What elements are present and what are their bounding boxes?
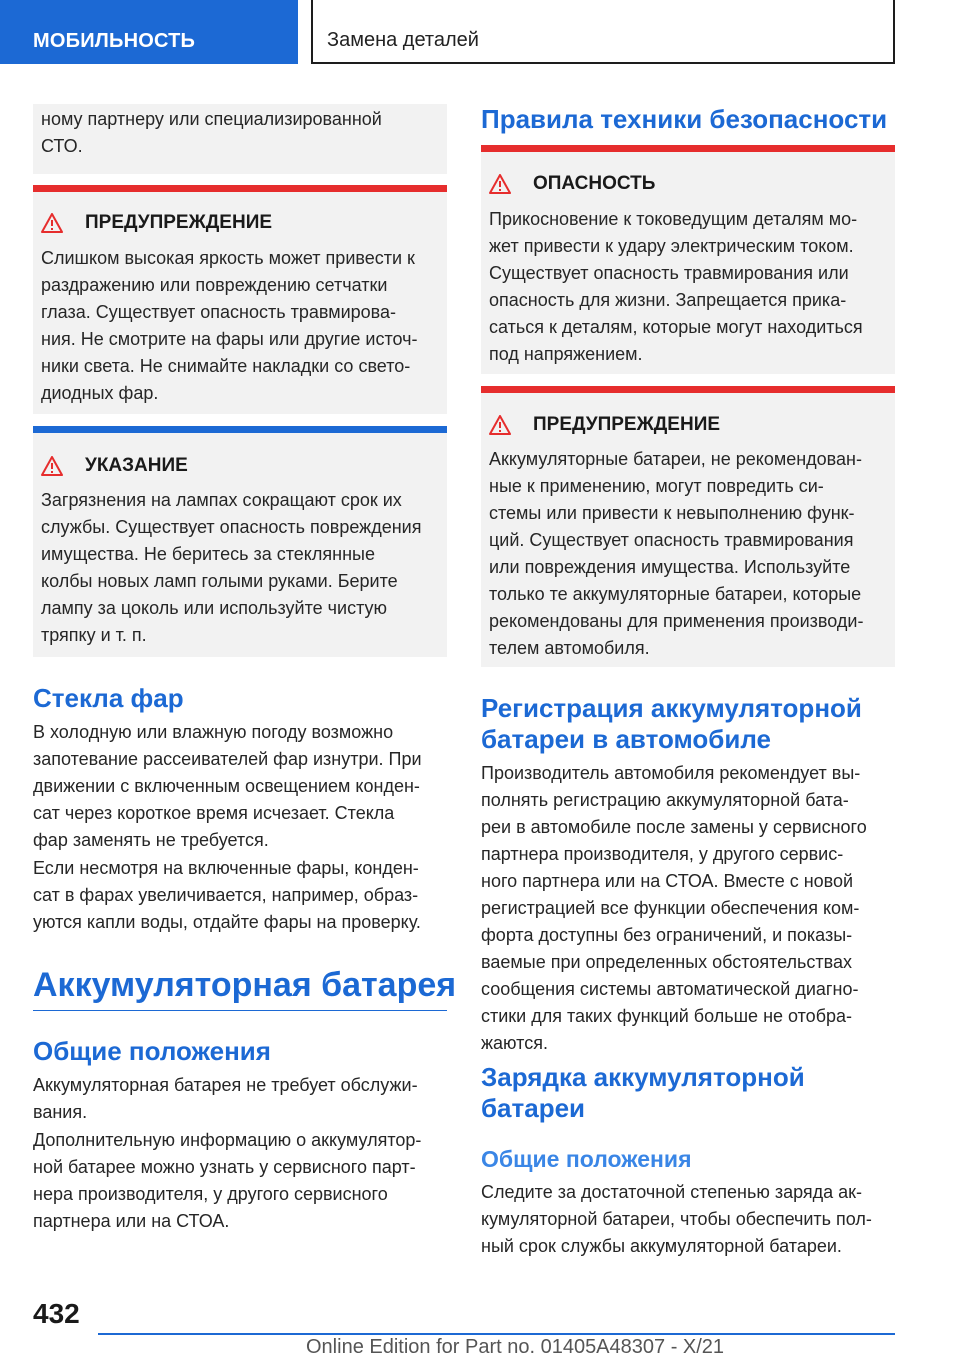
battery-title-rule [33,1010,447,1011]
section-title: МОБИЛЬНОСТЬ [33,30,196,52]
notice-bar [33,426,447,433]
battery-warning-bar [481,386,895,393]
danger-text: Прикосновение к токоведущим деталям мо- жет привести к удару электрическим током. Существует опасность травмирования или опасность для жизни. Запрещается прика- саться к деталям, которые могут находиться под напряжением. [489,209,863,364]
section-tab [0,0,298,64]
registration-text: Производитель автомобиля рекомендует вы- полнять регистрацию аккумуляторной бата- реи в автомобиле после замены у сервисного партнера производителя, у другого сервис- ного партнера или на СТОА. Вместе с новой регистрацией все функции обеспечения ком- форта доступны без ограничений, и показы- ваемые при определенных обстоятельствах сообщения системы автоматической диагно- стики для таких функций больше не отобра- жаются. [481,763,867,1053]
notice-heading: УКАЗАНИЕ [41,455,188,477]
page-number: 432 [33,1298,80,1329]
intro-text: ному партнеру или специализированной СТО. [41,109,382,156]
danger-heading: ОПАСНОСТЬ [489,173,655,195]
warning-heading: ПРЕДУПРЕЖДЕНИЕ [41,212,272,234]
warning-text: Слишком высокая яркость может привести к раздражению или повреждению сетчатки глаза. Существует опасность травмирова- ния. Не смотрите на фары или другие источ- ники света. Не снимайте накладки со свето- диодных фар. [41,248,418,403]
battery-para2: Дополнительную информацию о аккумулятор- ной батарее можно узнать у сервисного парт- нера производителя, у другого сервисного партнера или на СТОА. [33,1130,422,1231]
battery-title: Аккумуляторная батарея [33,966,457,1004]
danger-triangle-icon [489,174,511,194]
charging-title: Зарядка аккумуляторной батареи [481,1062,805,1123]
footer-rule [98,1333,895,1335]
headlights-para1: В холодную или влажную погоду возможно запотевание рассеивателей фар изнутри. При движении с включенным освещением конден- сат через короткое время исчезает. Стекла фар заменять не требуется. [33,722,422,850]
edition-text: Online Edition for Part no. 01405A48307 - X/21 [306,1336,725,1358]
charging-text: Следите за достаточной степенью заряда ак- кумуляторной батареи, чтобы обеспечить пол- ный срок службы аккумуляторной батареи. [481,1182,872,1256]
warning-bar [33,185,447,192]
notice-text: Загрязнения на лампах сокращают срок их службы. Существует опасность повреждения имущества. Не беритесь за стеклянные колбы новых ламп голыми руками. Берите лампу за цоколь или используйте чистую тряпку и т. п. [41,490,422,645]
chapter-header [311,0,895,64]
battery-para1: Аккумуляторная батарея не требует обслужи- вания. [33,1075,418,1122]
battery-warning-triangle-icon [489,415,511,435]
notice-triangle-icon [41,456,63,476]
registration-title: Регистрация аккумуляторной батареи в автомобиле [481,693,862,754]
danger-bar [481,145,895,152]
headlights-title: Стекла фар [33,683,184,713]
chapter-title: Замена деталей [327,29,479,51]
battery-warning-heading: ПРЕДУПРЕЖДЕНИЕ [489,414,720,436]
battery-warning-text: Аккумуляторные батареи, не рекомендован- ные к применению, могут повредить си- стемы или привести к невыполнению функ- ций. Существует опасность травмирования или повреждения имущества. Используйте только те аккумуляторные батареи, которые рекомендованы для применения производи- телем автомобиля. [489,449,864,658]
warning-triangle-icon [41,213,63,233]
charging-subtitle: Общие положения [481,1146,692,1172]
headlights-para2: Если несмотря на включенные фары, конден- сат в фарах увеличивается, например, образ- уются капли воды, отдайте фары на проверку. [33,858,421,932]
safety-title: Правила техники безопасности [481,104,888,134]
battery-subtitle: Общие положения [33,1036,271,1066]
